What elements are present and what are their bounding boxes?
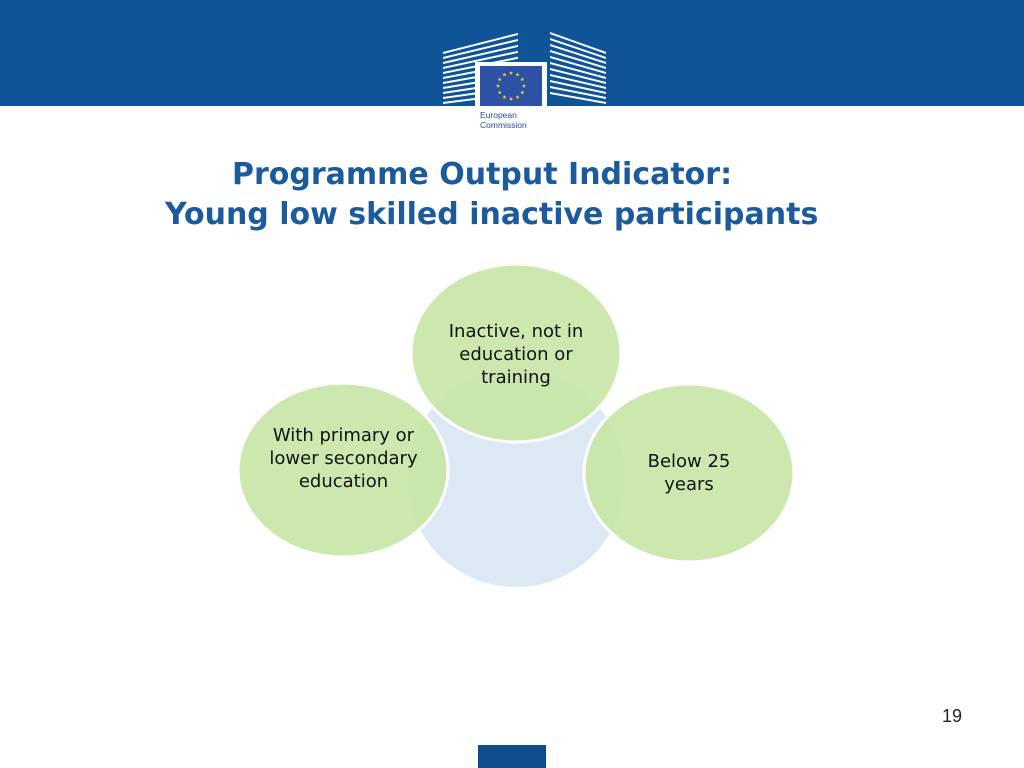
slide-title-line-1: Programme Output Indicator: (232, 157, 733, 192)
node-label-left: With primary or lower secondary education (269, 425, 418, 492)
logo-line-2: Commission (480, 120, 527, 130)
footer-tab (478, 745, 546, 768)
logo-line-1: European (480, 110, 517, 120)
slide-title-line-2: Young low skilled inactive participants (165, 197, 819, 232)
node-label-top: Inactive, not in education or training (448, 321, 584, 388)
page-number: 19 (941, 706, 962, 726)
node-label-right: Below 25 years (647, 451, 731, 495)
